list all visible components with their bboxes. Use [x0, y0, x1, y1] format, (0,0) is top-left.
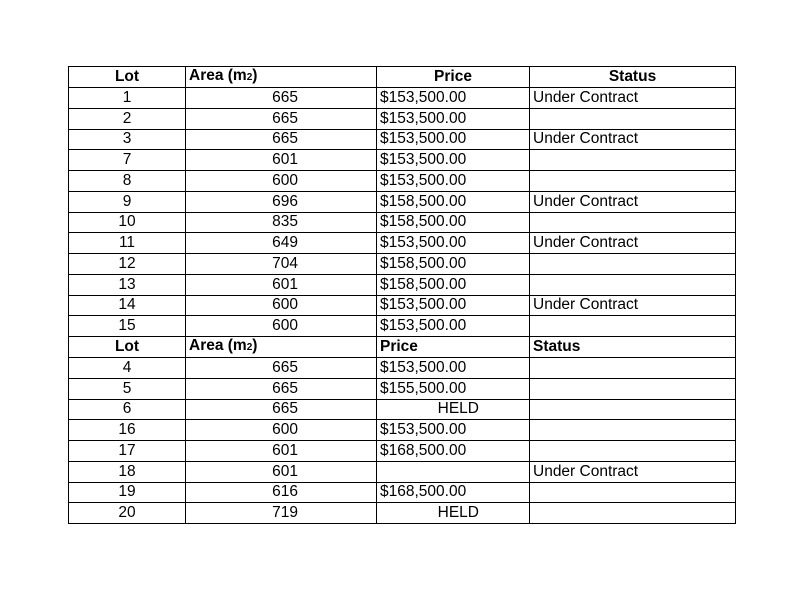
cell-price: $168,500.00	[377, 482, 530, 503]
cell-status	[530, 420, 736, 441]
cell-status: Under Contract	[530, 191, 736, 212]
cell-area: 665	[186, 129, 377, 150]
header-lot: Lot	[69, 67, 186, 88]
cell-price: $153,500.00	[377, 129, 530, 150]
cell-status	[530, 171, 736, 192]
cell-status	[530, 378, 736, 399]
cell-status: Under Contract	[530, 461, 736, 482]
cell-status	[530, 150, 736, 171]
cell-area: 600	[186, 171, 377, 192]
cell-area: 600	[186, 295, 377, 316]
cell-lot: 9	[69, 191, 186, 212]
cell-status: Under Contract	[530, 233, 736, 254]
cell-price: $168,500.00	[377, 441, 530, 462]
header-price: Price	[377, 67, 530, 88]
cell-status	[530, 399, 736, 420]
cell-lot: 13	[69, 274, 186, 295]
table-header-row-second	[69, 337, 736, 358]
table-row	[69, 461, 736, 482]
cell-price: $158,500.00	[377, 274, 530, 295]
cell-lot: 16	[69, 420, 186, 441]
cell-lot: 6	[69, 399, 186, 420]
table-row	[69, 420, 736, 441]
table-row	[69, 233, 736, 254]
header-price: Price	[377, 337, 530, 358]
cell-lot: 14	[69, 295, 186, 316]
cell-status	[530, 274, 736, 295]
cell-area: 665	[186, 378, 377, 399]
cell-area: 601	[186, 274, 377, 295]
header-lot: Lot	[69, 337, 186, 358]
cell-price: $155,500.00	[377, 378, 530, 399]
cell-area: 601	[186, 441, 377, 462]
table-row	[69, 88, 736, 109]
cell-lot: 3	[69, 129, 186, 150]
table-row	[69, 295, 736, 316]
cell-price: $153,500.00	[377, 171, 530, 192]
table-row	[69, 441, 736, 462]
cell-price: $158,500.00	[377, 191, 530, 212]
cell-status	[530, 441, 736, 462]
cell-price: $158,500.00	[377, 212, 530, 233]
header-area-close: )	[252, 337, 258, 354]
cell-lot: 7	[69, 150, 186, 171]
header-area-close: )	[252, 67, 258, 84]
cell-lot: 2	[69, 108, 186, 129]
cell-area: 665	[186, 358, 377, 379]
cell-status	[530, 358, 736, 379]
cell-lot: 20	[69, 503, 186, 524]
cell-area: 835	[186, 212, 377, 233]
lot-pricing-table	[68, 66, 736, 524]
cell-price: $153,500.00	[377, 108, 530, 129]
cell-area: 649	[186, 233, 377, 254]
cell-lot: 8	[69, 171, 186, 192]
table-row	[69, 129, 736, 150]
cell-area: 696	[186, 191, 377, 212]
cell-status	[530, 254, 736, 275]
cell-lot: 5	[69, 378, 186, 399]
table-row	[69, 108, 736, 129]
table-row	[69, 378, 736, 399]
cell-price: $158,500.00	[377, 254, 530, 275]
header-area	[186, 67, 377, 88]
cell-area: 616	[186, 482, 377, 503]
table-row	[69, 503, 736, 524]
cell-status	[530, 108, 736, 129]
cell-lot: 1	[69, 88, 186, 109]
cell-price: HELD	[377, 503, 530, 524]
cell-price: $153,500.00	[377, 358, 530, 379]
cell-lot: 18	[69, 461, 186, 482]
cell-price	[377, 461, 530, 482]
header-area	[186, 337, 377, 358]
cell-area: 665	[186, 88, 377, 109]
cell-price: HELD	[377, 399, 530, 420]
cell-price: $153,500.00	[377, 295, 530, 316]
table-row	[69, 358, 736, 379]
cell-price: $153,500.00	[377, 233, 530, 254]
table-body	[69, 67, 736, 524]
cell-lot: 4	[69, 358, 186, 379]
cell-area: 600	[186, 316, 377, 337]
table-row	[69, 399, 736, 420]
cell-price: $153,500.00	[377, 316, 530, 337]
table-row	[69, 316, 736, 337]
cell-price: $153,500.00	[377, 420, 530, 441]
table-row	[69, 171, 736, 192]
table-header-row	[69, 67, 736, 88]
header-area-label: Area (m	[189, 67, 247, 84]
cell-lot: 19	[69, 482, 186, 503]
cell-area: 719	[186, 503, 377, 524]
cell-area: 601	[186, 461, 377, 482]
cell-area: 665	[186, 108, 377, 129]
cell-price: $153,500.00	[377, 88, 530, 109]
table-row	[69, 150, 736, 171]
header-area-label: Area (m	[189, 337, 247, 354]
cell-lot: 11	[69, 233, 186, 254]
cell-price: $153,500.00	[377, 150, 530, 171]
header-area-unit-subscript: 2	[246, 342, 253, 353]
table-row	[69, 274, 736, 295]
cell-lot: 17	[69, 441, 186, 462]
cell-area: 601	[186, 150, 377, 171]
cell-status: Under Contract	[530, 129, 736, 150]
cell-status	[530, 503, 736, 524]
cell-area: 704	[186, 254, 377, 275]
cell-lot: 12	[69, 254, 186, 275]
cell-lot: 15	[69, 316, 186, 337]
table-row	[69, 212, 736, 233]
cell-area: 600	[186, 420, 377, 441]
header-status: Status	[530, 67, 736, 88]
header-area-unit-subscript: 2	[246, 72, 253, 83]
header-status: Status	[530, 337, 736, 358]
table-row	[69, 254, 736, 275]
table-row	[69, 482, 736, 503]
cell-status: Under Contract	[530, 295, 736, 316]
cell-status	[530, 482, 736, 503]
table-row	[69, 191, 736, 212]
cell-area: 665	[186, 399, 377, 420]
cell-status	[530, 212, 736, 233]
cell-lot: 10	[69, 212, 186, 233]
cell-status: Under Contract	[530, 88, 736, 109]
cell-status	[530, 316, 736, 337]
